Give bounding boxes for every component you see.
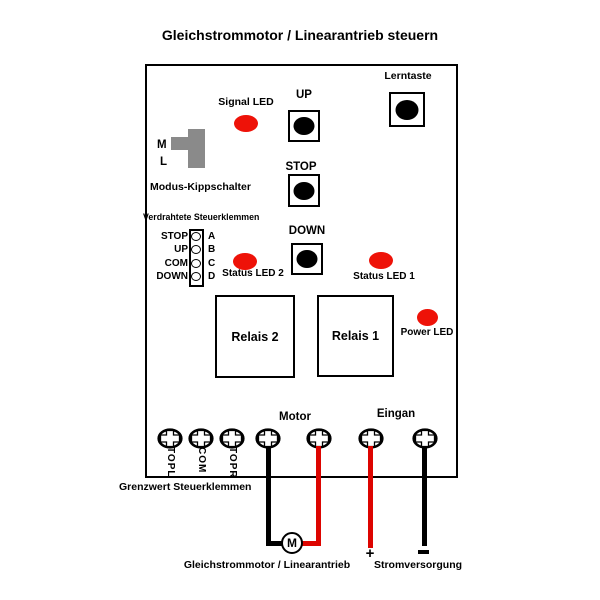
up-button [288, 110, 320, 142]
pin-hole-icon [191, 245, 201, 254]
plus-symbol: + [365, 545, 375, 562]
motor-wire-red-elbow [301, 541, 321, 546]
minus-symbol [418, 550, 429, 554]
power-led-icon [417, 309, 438, 326]
terminal-pin: C [208, 258, 216, 269]
signal-led-label: Signal LED [218, 96, 274, 108]
motor-wire-black [266, 446, 271, 546]
stop-button [288, 174, 320, 207]
terminal-name: UP [174, 244, 188, 255]
power-led-label: Power LED [400, 327, 454, 338]
stop-button-label: STOP [285, 161, 317, 173]
relay-2-label: Relais 2 [231, 329, 279, 344]
terminal-name: DOWN [156, 271, 188, 282]
pin-hole-icon [191, 259, 201, 268]
pin-hole-icon [191, 232, 201, 241]
lerntaste-label: Lerntaste [384, 70, 432, 82]
terminal-pin: B [208, 244, 216, 255]
relay-1-label: Relais 1 [331, 329, 380, 343]
motor-wire-red [316, 446, 321, 546]
relay-1-box [317, 295, 394, 377]
mode-position-l-label: L [160, 156, 168, 168]
terminal-com-label: COM [196, 447, 207, 474]
terminal-pin: D [208, 271, 216, 282]
input-terminals-label: Eingan [376, 408, 416, 420]
motor-symbol-letter: M [287, 536, 297, 550]
page-title: Gleichstrommotor / Linearantrieb steuern [161, 27, 439, 43]
lerntaste-button [389, 92, 425, 127]
terminal-topr-label: TOPR [227, 447, 238, 479]
status-led-1-icon [369, 252, 393, 269]
button-cap-icon [294, 117, 315, 135]
up-button-label: UP [296, 89, 312, 101]
wired-terminals-heading: Verdrahtete Steuerklemmen [143, 212, 260, 222]
button-cap-icon [396, 100, 419, 120]
button-cap-icon [297, 250, 318, 268]
terminal-topr-icon [219, 428, 245, 449]
limit-terminals-label: Grenzwert Steuerklemmen [119, 481, 252, 493]
terminal-name: STOP [160, 231, 188, 242]
terminal-pin: A [208, 231, 216, 242]
terminal-name: COM [164, 258, 188, 269]
power-supply-caption: Stromversorgung [373, 559, 463, 571]
button-cap-icon [294, 182, 315, 200]
motor-symbol [281, 532, 303, 554]
down-button-label: DOWN [288, 225, 326, 237]
status-led-2-label: Status LED 2 [222, 268, 284, 279]
relay-2-box [215, 295, 295, 378]
motor-terminals-label: Motor [279, 411, 311, 423]
terminal-topl-label: TOPL [165, 447, 176, 478]
down-button [291, 243, 323, 275]
supply-wire-negative [422, 446, 427, 546]
pin-hole-icon [191, 272, 201, 281]
mode-position-m-label: M [157, 139, 167, 151]
terminal-topl-icon [157, 428, 183, 449]
mode-switch-label: Modus-Kippschalter [150, 181, 251, 193]
supply-wire-positive [368, 446, 373, 548]
terminal-com-icon [188, 428, 214, 449]
motor-caption: Gleichstrommotor / Linearantrieb [183, 559, 351, 571]
signal-led-icon [234, 115, 258, 132]
status-led-1-label: Status LED 1 [353, 271, 415, 282]
